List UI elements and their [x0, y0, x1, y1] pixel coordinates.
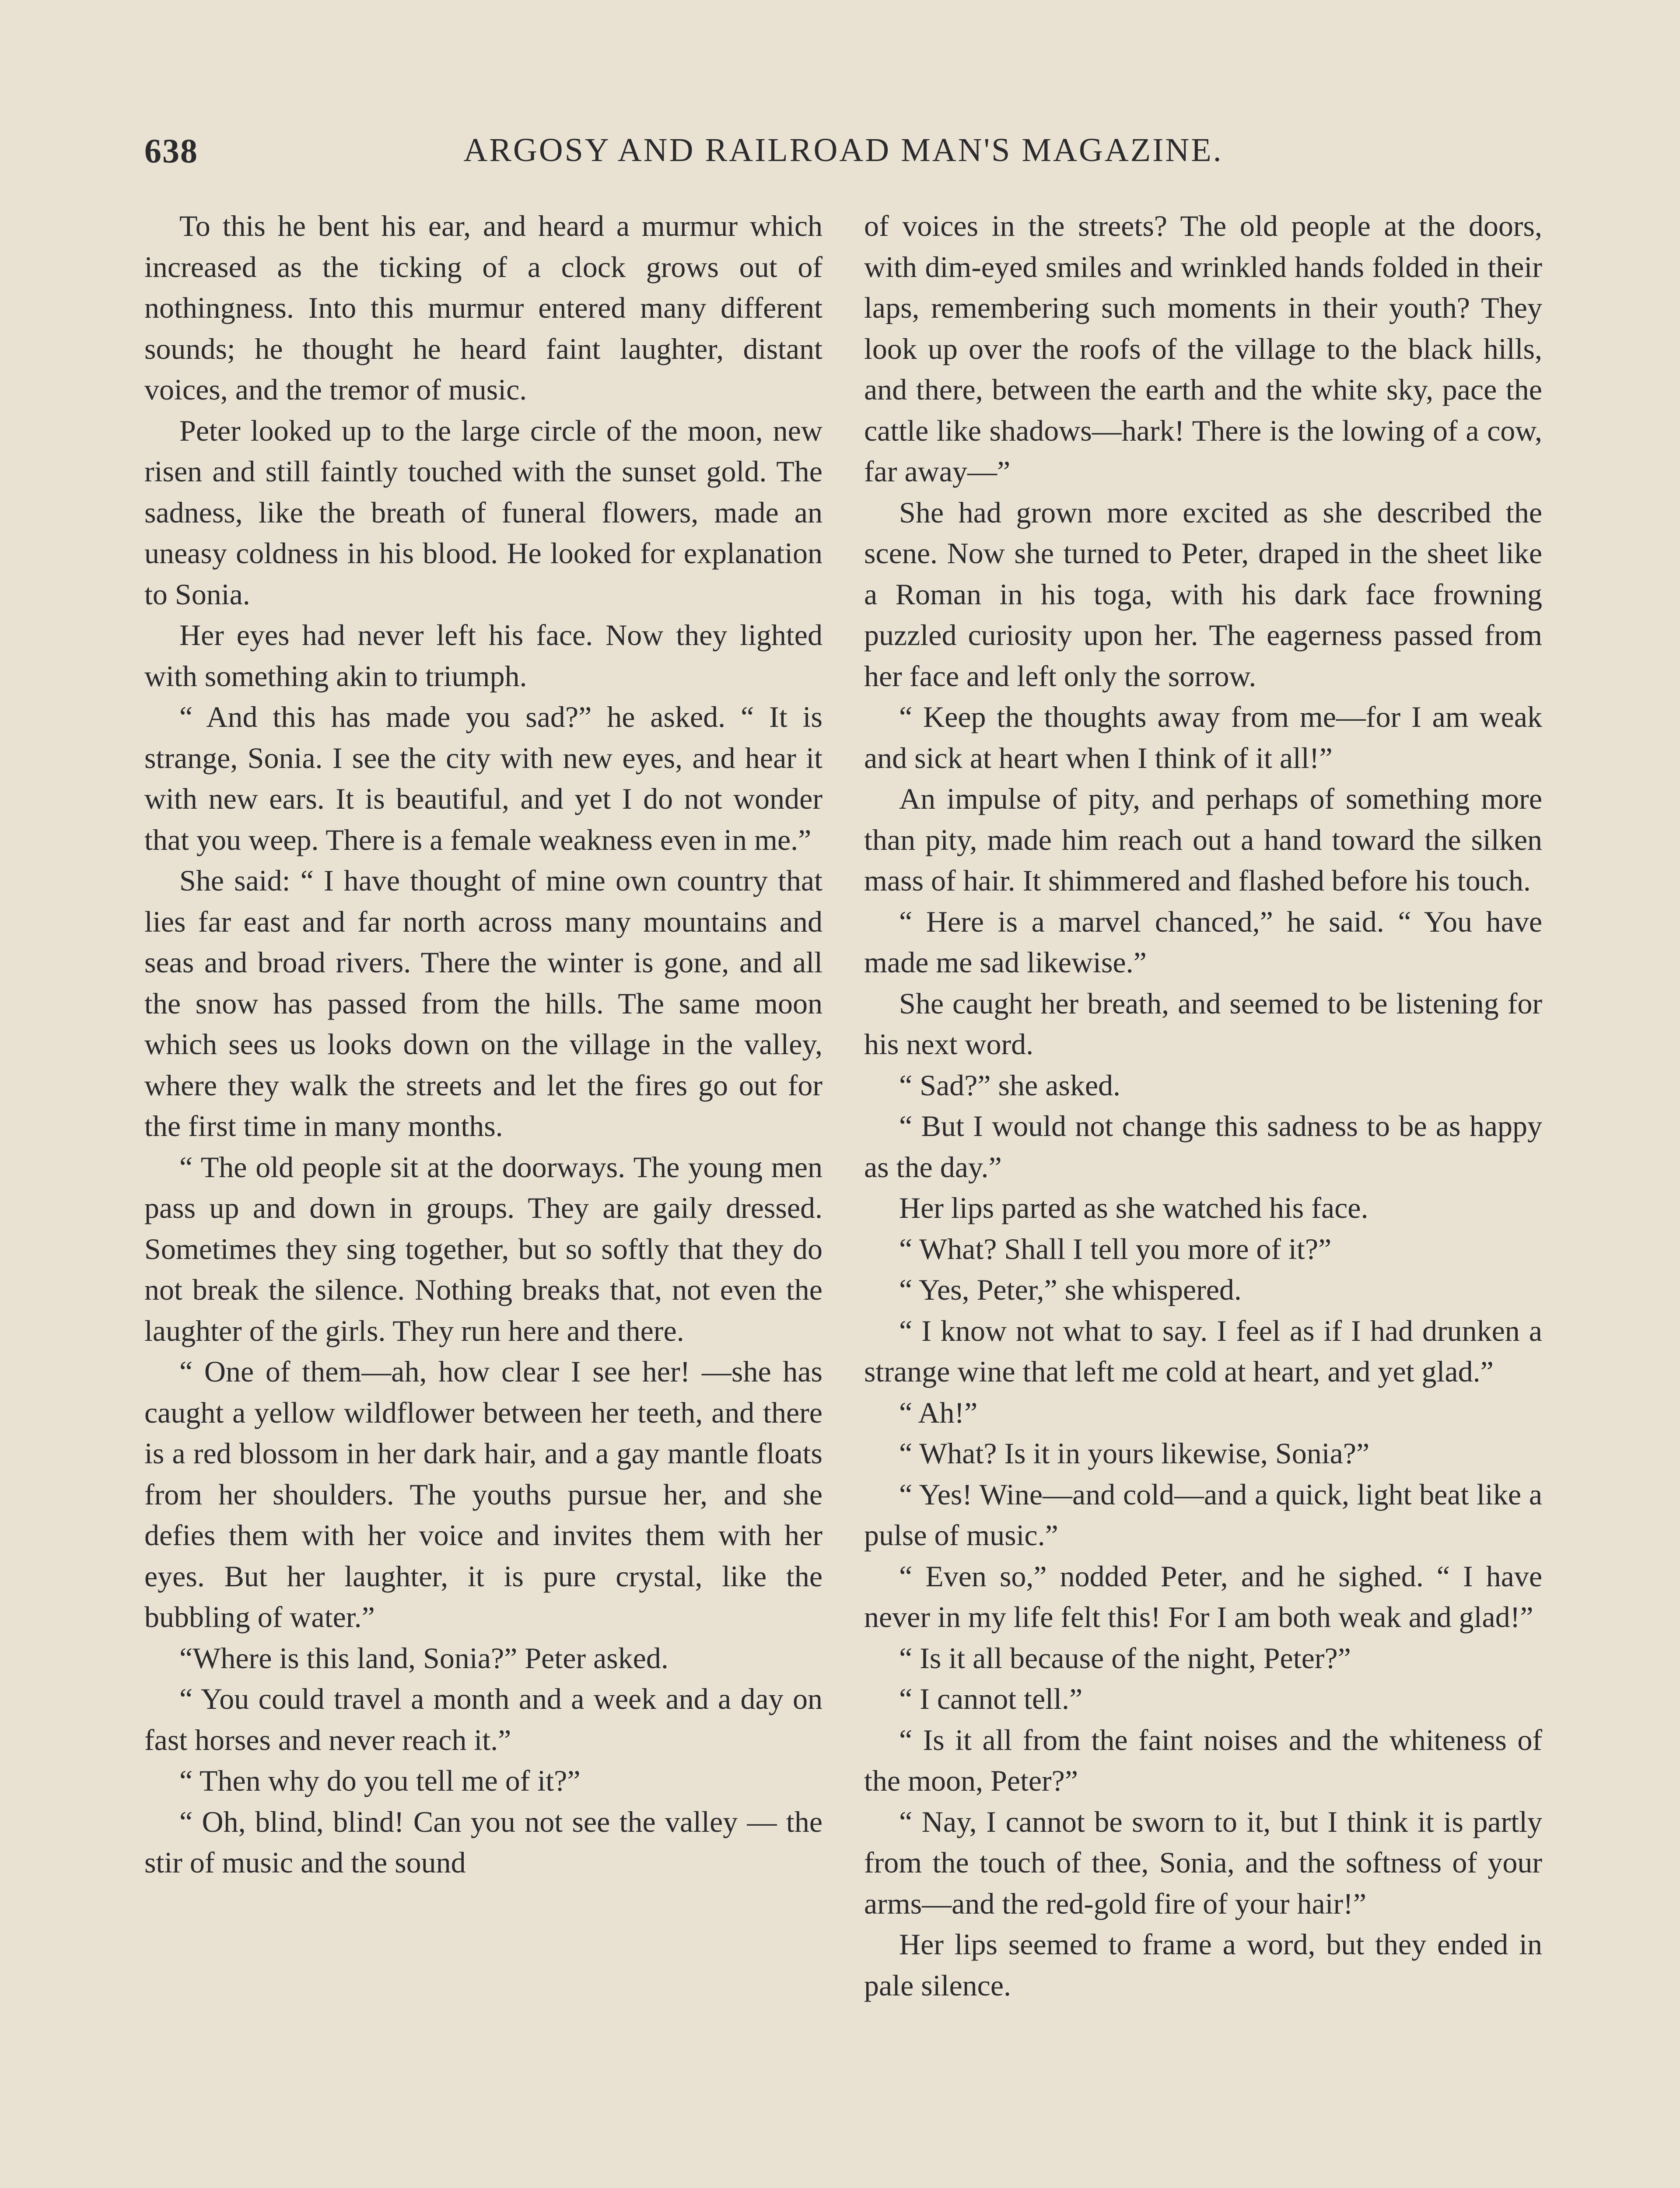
paragraph: She caught her breath, and seemed to be listening for his next word. — [864, 986, 1542, 1061]
paragraph: “ Nay, I cannot be sworn to it, but I think it is partly from the touch of thee, Sonia, and the softness of your arms—and the red-gold fire of your hair!” — [864, 1805, 1542, 1920]
paragraph-continued: of voices in the streets? The old people at the doors, with dim-eyed smiles and wrinkled hands folded in their laps, remembering such moments in their youth? They look up over the roofs of the village to the black hills, and there, between the earth and the white sky, pace the cattle like shadows—hark! There is the lowing of a cow, far away—” — [864, 209, 1542, 488]
paragraph: “ You could travel a month and a week and a day on fast horses and never reach it.” — [144, 1682, 822, 1757]
running-head-title: ARGOSY AND RAILROAD MAN'S MAGAZINE. — [463, 132, 1223, 168]
right-column — [864, 206, 1542, 2188]
paragraph: “ I cannot tell.” — [899, 1682, 1083, 1715]
paragraph: She had grown more excited as she described the scene. Now she turned to Peter, draped in the sheet like a Roman in his toga, with his dark face frowning puzzled curiosity upon her. The eagerness passed from her face and left only the sorrow. — [864, 495, 1542, 693]
paragraph: “ Is it all because of the night, Peter?” — [899, 1641, 1351, 1675]
paragraph: “ Then why do you tell me of it?” — [179, 1764, 581, 1797]
paragraph: “ One of them—ah, how clear I see her! —she has caught a yellow wildflower between her teeth, and there is a red blossom in her dark hair, and a gay mantle floats from her shoulders. The youths pursue her, and she defies them with her voice and invites them with her eyes. But her laughter, it is pure crystal, like the bubbling of water.” — [144, 1355, 822, 1634]
paragraph: “ The old people sit at the doorways. The young men pass up and down in groups. They are gaily dressed. Sometimes they sing together, but so softly that they do not break the silence. Nothing breaks that, not even the laughter of the girls. They run here and there. — [144, 1150, 822, 1347]
page-number: 638 — [144, 132, 198, 170]
paragraph: Peter looked up to the large circle of the moon, new risen and still faintly touched with the sunset gold. The sadness, like the breath of funeral flowers, made an uneasy coldness in his blood. He looked for explanation to Sonia. — [144, 414, 822, 611]
paragraph: “ Yes, Peter,” she whispered. — [899, 1273, 1242, 1306]
paragraph: “ Keep the thoughts away from me—for I am weak and sick at heart when I think of it all!” — [864, 700, 1542, 775]
paragraph: “Where is this land, Sonia?” Peter asked. — [179, 1641, 668, 1675]
paragraph: “ Ah!” — [899, 1396, 978, 1429]
paragraph: Her lips parted as she watched his face. — [899, 1191, 1368, 1224]
paragraph: She said: “ I have thought of mine own country that lies far east and far north across many mountains and seas and broad rivers. There the winter is gone, and all the snow has passed from the hills. The same moon which sees us looks down on the village in the valley, where they walk the streets and let the fires go out for the first time in many months. — [144, 864, 822, 1143]
paragraph: “ Here is a marvel chanced,” he said. “ You have made me sad likewise.” — [864, 905, 1542, 979]
paragraph: “ What? Shall I tell you more of it?” — [899, 1232, 1332, 1266]
paragraph: “ I know not what to say. I feel as if I had drunken a strange wine that left me cold at heart, and yet glad.” — [864, 1314, 1542, 1388]
paragraph: “ But I would not change this sadness to be as happy as the day.” — [864, 1109, 1542, 1184]
paragraph: “ Oh, blind, blind! Can you not see the valley — the stir of music and the sound — [144, 1805, 822, 1879]
text-columns — [144, 206, 1542, 2188]
paragraph: “ Even so,” nodded Peter, and he sighed. “ I have never in my life felt this! For I am both weak and glad!” — [864, 1559, 1542, 1634]
paragraph: “ Yes! Wine—and cold—and a quick, light beat like a pulse of music.” — [864, 1477, 1542, 1552]
paragraph: Her eyes had never left his face. Now they lighted with something akin to triumph. — [144, 618, 822, 693]
paragraph: “ Sad?” she asked. — [899, 1068, 1121, 1102]
paragraph: “ What? Is it in yours likewise, Sonia?” — [899, 1437, 1370, 1470]
page-header — [144, 131, 1542, 179]
left-column — [144, 206, 822, 2188]
paragraph: To this he bent his ear, and heard a murmur which increased as the ticking of a clock grows out of nothingness. Into this murmur entered many different sounds; he thought he heard faint laughter, distant voices, and the tremor of music. — [144, 209, 822, 406]
paragraph: Her lips seemed to frame a word, but they ended in pale silence. — [864, 1928, 1542, 2002]
paragraph: An impulse of pity, and perhaps of something more than pity, made him reach out a hand toward the silken mass of hair. It shimmered and flashed before his touch. — [864, 782, 1542, 897]
paragraph: “ And this has made you sad?” he asked. “ It is strange, Sonia. I see the city with new eyes, and hear it with new ears. It is beautiful, and yet I do not wonder that you weep. There is a female weakness even in me.” — [144, 700, 822, 856]
paragraph: “ Is it all from the faint noises and the whiteness of the moon, Peter?” — [864, 1723, 1542, 1797]
